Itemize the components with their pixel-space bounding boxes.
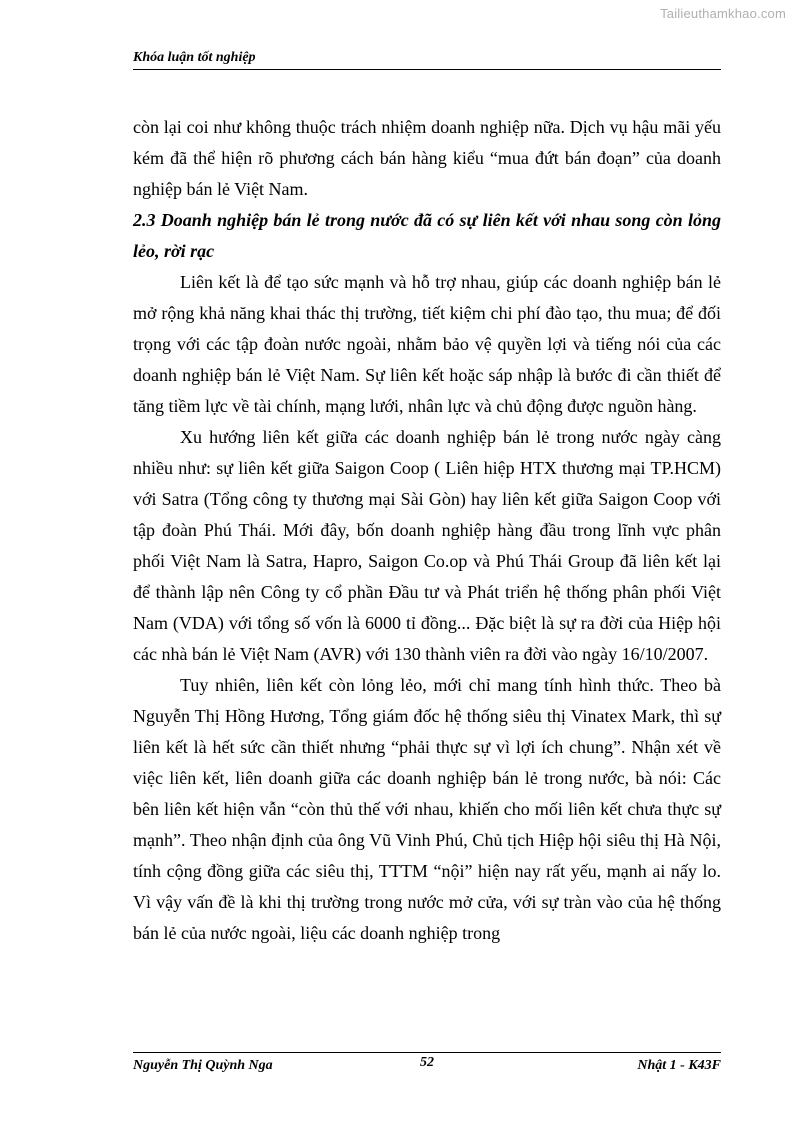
footer-author: Nguyễn Thị Quỳnh Nga xyxy=(133,1058,273,1073)
footer-class-code: Nhật 1 - K43F xyxy=(637,1058,721,1073)
header-title: Khóa luận tốt nghiệp xyxy=(133,50,256,65)
page-number: 52 xyxy=(420,1055,434,1070)
header-divider xyxy=(133,69,721,70)
footer-divider xyxy=(133,1052,721,1053)
paragraph: Tuy nhiên, liên kết còn lỏng lẻo, mới chỉ mang tính hình thức. Theo bà Nguyễn Thị Hồng Hương, Tổng giám đốc hệ thống siêu thị Vinatex Mark, thì sự liên kết là hết sức cần thiết nhưng “phải thực sự vì lợi ích chung”. Nhận xét về việc liên kết, liên doanh giữa các doanh nghiệp bán lẻ trong nước, bà nói: Các bên liên kết hiện vẫn “còn thủ thế với nhau, khiến cho mối liên kết chưa thực sự mạnh”. Theo nhận định của ông Vũ Vinh Phú, Chủ tịch Hiệp hội siêu thị Hà Nội, tính cộng đồng giữa các siêu thị, TTTM “nội” hiện nay rất yếu, mạnh ai nấy lo. Vì vậy vấn đề là khi thị trường trong nước mở cửa, với sự tràn vào của hệ thống bán lẻ của nước ngoài, liệu các doanh nghiệp trong xyxy=(133,675,721,943)
watermark-text: Tailieuthamkhao.com xyxy=(660,6,786,21)
section-heading: 2.3 Doanh nghiệp bán lẻ trong nước đã có sự liên kết với nhau song còn lỏng lẻo, rời rạc xyxy=(133,210,721,261)
paragraph: Liên kết là để tạo sức mạnh và hỗ trợ nhau, giúp các doanh nghiệp bán lẻ mở rộng khả năng khai thác thị trường, tiết kiệm chi phí đào tạo, thu mua; để đối trọng với các tập đoàn nước ngoài, nhằm bảo vệ quyền lợi và tiếng nói của các doanh nghiệp bán lẻ Việt Nam. Sự liên kết hoặc sáp nhập là bước đi cần thiết để tăng tiềm lực về tài chính, mạng lưới, nhân lực và chủ động được nguồn hàng. xyxy=(133,272,721,416)
paragraph: Xu hướng liên kết giữa các doanh nghiệp bán lẻ trong nước ngày càng nhiều như: sự liên kết giữa Saigon Coop ( Liên hiệp HTX thương mại TP.HCM) với Satra (Tổng công ty thương mại Sài Gòn) hay liên kết giữa Saigon Coop với tập đoàn Phú Thái. Mới đây, bốn doanh nghiệp hàng đầu trong lĩnh vực phân phối Việt Nam là Satra, Hapro, Saigon Co.op và Phú Thái Group đã liên kết lại để thành lập nên Công ty cổ phần Đầu tư và Phát triển hệ thống phân phối Việt Nam (VDA) với tổng số vốn là 6000 tỉ đồng... Đặc biệt là sự ra đời của Hiệp hội các nhà bán lẻ Việt Nam (AVR) với 130 thành viên ra đời vào ngày 16/10/2007. xyxy=(133,427,721,664)
page-footer xyxy=(133,1055,721,1078)
page-body xyxy=(133,112,721,949)
paragraph-continuation: còn lại coi như không thuộc trách nhiệm doanh nghiệp nữa. Dịch vụ hậu mãi yếu kém đã thể hiện rõ phương cách bán hàng kiểu “mua đứt bán đoạn” của doanh nghiệp bán lẻ Việt Nam. xyxy=(133,117,721,199)
